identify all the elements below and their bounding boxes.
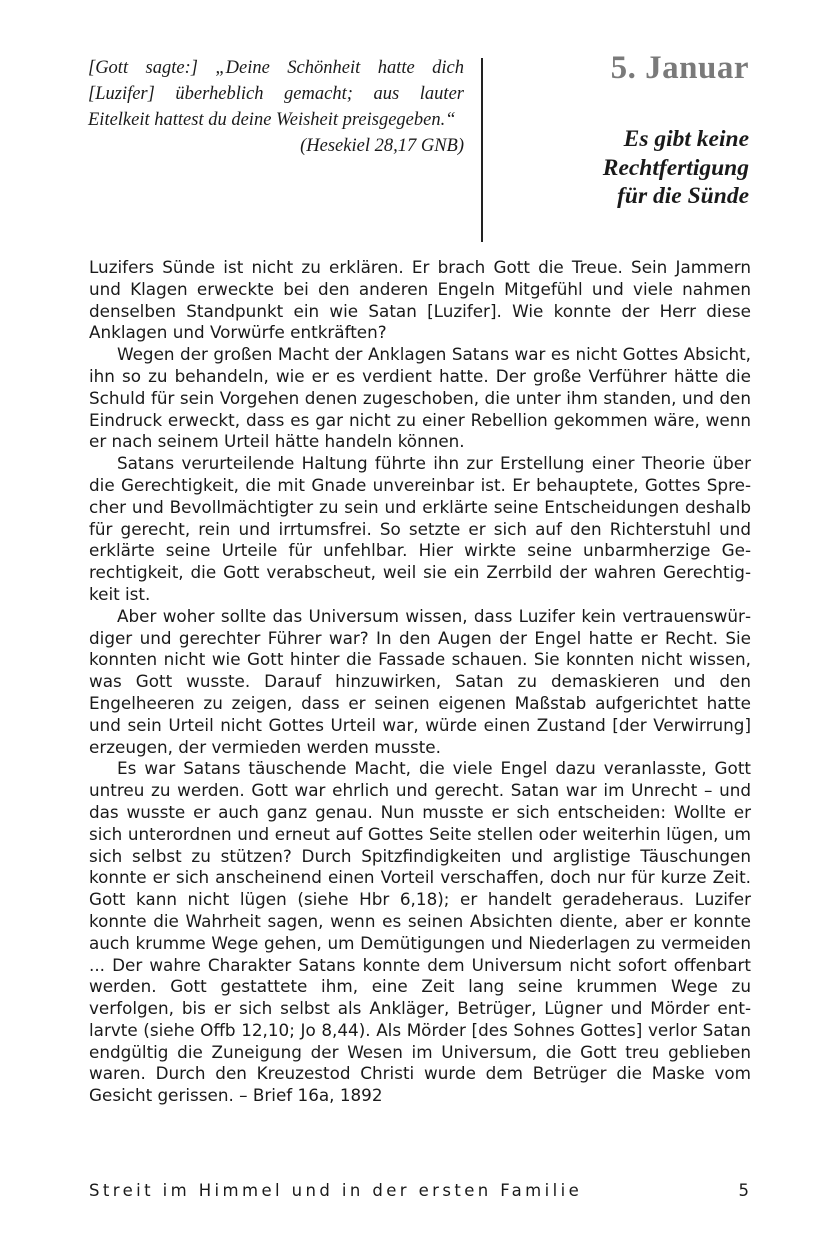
subtitle-line: Es gibt keine [623, 126, 749, 152]
page-number: 5 [738, 1181, 749, 1200]
body-text [89, 257, 751, 1107]
paragraph: Wegen der großen Macht der Anklagen Satans war es nicht Gottes Absicht, ihn so zu behandeln, wie er es verdient hatte. Der große Verführer hätte die Schuld für sein Vorgehen denen zugeschoben, die unter ihm standen, und den Eindruck erweckt, dass es gar nicht zu einer Rebellion gekommen wäre, wenn er nach seinem Urteil hätte handeln können. [89, 344, 751, 452]
paragraph: Satans verurteilende Haltung führte ihn zur Erstellung einer Theorie über die Gerechtigkeit, die mit Gnade unvereinbar ist. Er behauptete, Gottes Sprecher und Bevollmächtigter zu sein und erklärte seine Entscheidungen deshalb für gerecht, rein und irrtumsfrei. So setzte er sich auf den Richterstuhl und erklärte seine Urteile für unfehlbar. Hier wirkte seine unbarmherzige Gerechtigkeit, die Gott verabscheut, weil sie ein Zerrbild der wahren Gerechtigkeit ist. [89, 453, 751, 604]
quote-text: [Gott sagte:] „Deine Schönheit hatte dich [Luzifer] überheblich gemacht; aus lauter Eitelkeit hattest du deine Weisheit preisgegeben.“ [88, 58, 464, 130]
subtitle-line: für die Sünde [617, 183, 749, 209]
scripture-quote [88, 55, 464, 159]
paragraph: Aber woher sollte das Universum wissen, dass Luzifer kein vertrauenswürdiger und gerechter Führer war? In den Augen der Engel hatte er Recht. Sie konnten nicht wie Gott hinter die Fassade schauen. Sie konnten nicht wissen, was Gott wusste. Darauf hinzuwirken, Satan zu demaskieren und den Engelheeren zu zeigen, dass er seinen eigenen Maßstab aufgerichtet hatte und sein Urteil nicht Gottes Urteil war, würde einen Zustand [der Verwirrung] erzeugen, der vermieden werden musste. [89, 605, 751, 757]
quote-reference: (Hesekiel 28,17 GNB) [300, 136, 464, 156]
vertical-divider [481, 58, 483, 242]
paragraph: Luzifers Sünde ist nicht zu erklären. Er brach Gott die Treue. Sein Jammern und Klagen erweckte bei den anderen Engeln Mitgefühl und viele nahmen denselben Standpunkt ein wie Satan [Luzifer]. Wie konnte der Herr diese Anklagen und Vorwürfe entkräften? [89, 257, 751, 343]
paragraph: Es war Satans täuschende Macht, die viele Engel dazu veranlasste, Gott untreu zu werden. Gott war ehrlich und gerecht. Satan war im Unrecht – und das wusste er auch ganz genau. Nun musste er sich entscheiden: Wollte er sich unterordnen und erneut auf Gottes Seite stellen oder weiterhin lügen, um sich selbst zu stützen? Durch Spitzfindigkeiten und arglistige Täuschungen konnte er sich anscheinend einen Vorteil verschaffen, doch nur für kurze Zeit. Gott kann nicht lügen (siehe Hbr 6,18); er handelt geradeheraus. Luzifer konnte die Wahrheit sagen, wenn es seinen Absichten diente, aber er konnte auch krumme Wege gehen, um Demütigungen und Niederlagen zu vermeiden ... Der wahre Charakter Satans konnte dem Universum nicht sofort offenbart werden. Gott gestattete ihm, eine Zeit lang seine krummen Wege zu verfolgen, bis er sich selbst als Ankläger, Betrüger, Lügner und Mörder entlarvte (siehe Offb 12,10; Jo 8,44). Als Mörder [des Sohnes Gottes] verlor Satan endgültig die Zuneigung der Wesen im Universum, die Gott treu geblieben waren. Durch den Kreuzestod Christi wurde dem Betrüger die Maske vom Gesicht gerissen. – Brief 16a, 1892 [89, 758, 751, 1106]
page-subtitle [519, 125, 749, 211]
subtitle-line: Rechtfertigung [602, 154, 749, 181]
footer-book-title: Streit im Himmel und in der ersten Familie [89, 1181, 583, 1200]
page-date: 5. Januar [610, 50, 749, 86]
